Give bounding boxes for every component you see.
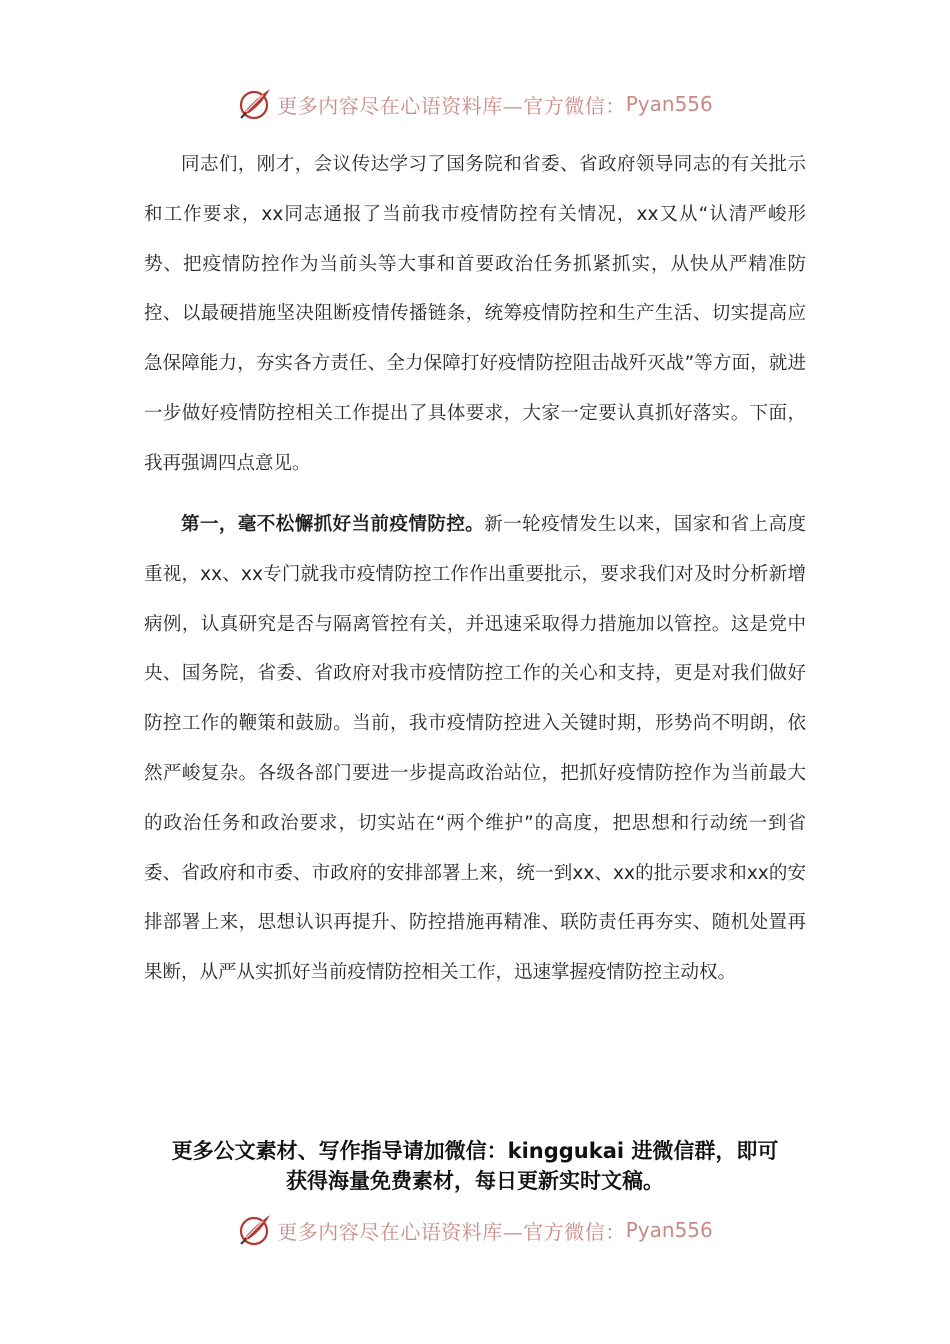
- watermark-wechat-id: Pyan556: [625, 1218, 713, 1242]
- watermark-site-text: 更多内容尽在心语资料库—官方微信：: [277, 93, 626, 118]
- paragraph-intro: 同志们，刚才，会议传达学习了国务院和省委、省政府领导同志的有关批示和工作要求，xx同志通报了当前我市疫情防控有关情况，xx又从“认清严峻形势、把疫情防控作为当前头等大事和首要政治任务抓紧抓实，从快从严精准防控、以最硬措施坚决阻断疫情传播链条，统筹疫情防控和生产生活、切实提高应急保障能力，夯实各方责任、全力保障打好疫情防控阻击战歼灭战”等方面，就进一步做好疫情防控相关工作提出了具体要求，大家一定要认真抓好落实。下面，我再强调四点意见。: [144, 154, 806, 474]
- footer-promo-line-2: 获得海量免费素材，每日更新实时文稿。: [286, 1169, 664, 1193]
- header-watermark: [0, 84, 950, 124]
- footer-watermark: [0, 1210, 950, 1250]
- paragraph-first-point: [144, 500, 806, 998]
- watermark-site-text: 更多内容尽在心语资料库—官方微信：: [277, 1219, 626, 1244]
- footer-promo-line-1: 更多公文素材、写作指导请加微信：kinggukai 进微信群，即可: [171, 1139, 779, 1163]
- quill-pen-logo-icon: [237, 86, 273, 122]
- watermark-wechat-id: Pyan556: [625, 92, 713, 116]
- quill-pen-logo-icon: [237, 1212, 273, 1248]
- footer-promo-note: [0, 1136, 950, 1196]
- paragraph-first-point-body: 新一轮疫情发生以来，国家和省上高度重视，xx、xx专门就我市疫情防控工作作出重要批示，要求我们对及时分析新增病例，认真研究是否与隔离管控有关，并迅速采取得力措施加以管控。这是党中央、国务院，省委、省政府对我市疫情防控工作的关心和支持，更是对我们做好防控工作的鞭策和鼓励。当前，我市疫情防控进入关键时期，形势尚不明朗，依然严峻复杂。各级各部门要进一步提高政治站位，把抓好疫情防控作为当前最大的政治任务和政治要求，切实站在“两个维护”的高度，把思想和行动统一到省委、省政府和市委、市政府的安排部署上来，统一到xx、xx的批示要求和xx的安排部署上来，思想认识再提升、防控措施再精准、联防责任再夯实、随机处置再果断，从严从实抓好当前疫情防控相关工作，迅速掌握疫情防控主动权。: [144, 514, 806, 984]
- paragraph-first-point-heading: 第一，毫不松懈抓好当前疫情防控。: [181, 514, 485, 535]
